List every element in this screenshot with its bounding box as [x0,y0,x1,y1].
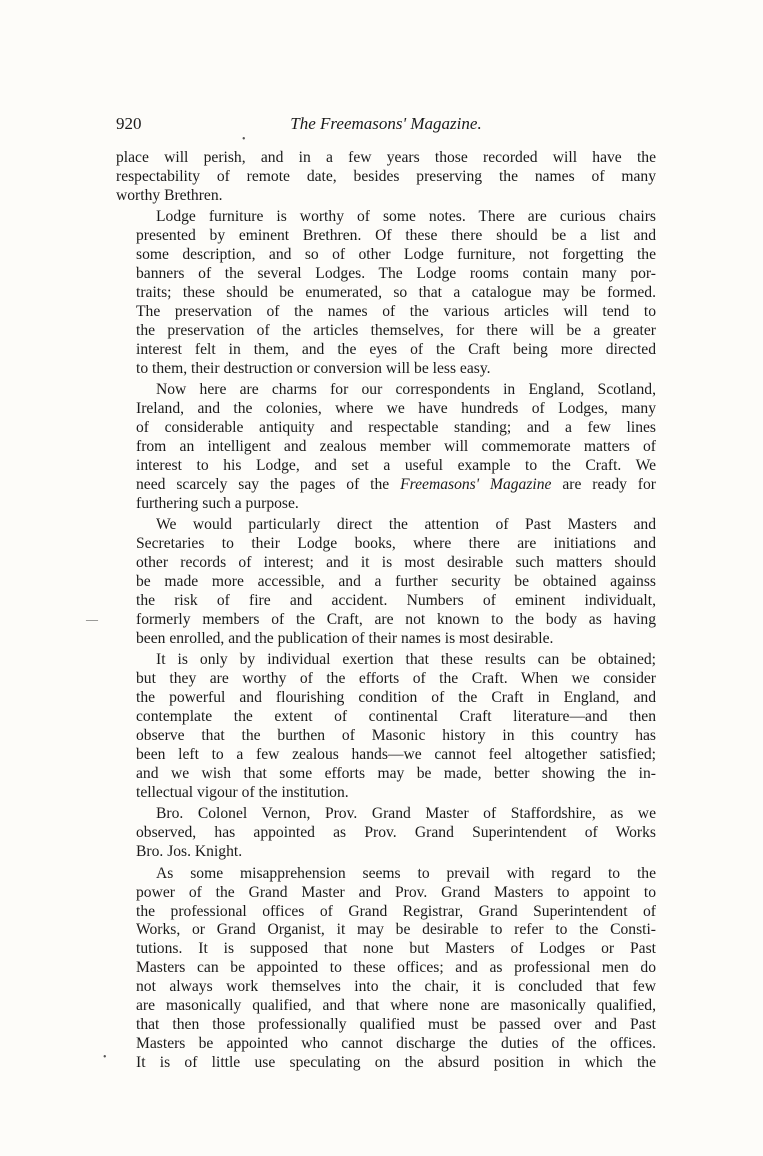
text-line: It is of little use speculating on the absurd position in which the [136,1054,656,1072]
paragraph [116,149,656,206]
print-speck: • [103,1052,107,1063]
text-line: Ireland, and the colonies, where we have hundreds of Lodges, many [136,400,656,418]
text-line: the risk of fire and accident. Numbers of eminent individualt, [136,592,656,610]
text-line: other records of interest; and it is most desirable such matters should [136,554,656,572]
text-line: Now here are charms for our correspondents in England, Scotland, [156,381,656,399]
text-line: some description, and so of other Lodge furniture, not forgetting the [136,246,656,264]
text-line: place will perish, and in a few years those recorded will have the [116,149,656,166]
text-line: power of the Grand Master and Prov. Grand Masters to appoint to [136,883,656,901]
paragraph [116,381,656,514]
text-line: the preservation of the articles themselves, for there will be a greater [136,321,656,339]
text-line: Bro. Colonel Vernon, Prov. Grand Master of Staffordshire, as we [156,805,656,823]
text-line: traits; these should be enumerated, so that a catalogue may be formed. [136,284,656,302]
running-title: The Freemasons' Magazine. [290,114,482,133]
text-line: of considerable antiquity and respectable standing; and a few lines [136,419,656,437]
text-line: furthering such a purpose. [136,494,299,512]
paragraph [116,651,656,803]
text-line: that then those professionally qualified must be passed over and Past [136,1016,656,1034]
text-line: We would particularly direct the attention of Past Masters and [156,516,656,534]
text-line: Masters can be appointed to these offices; and as professional men do [136,959,656,977]
text-line: the powerful and flourishing condition of the Craft in England, and [136,689,656,707]
text-line: observe that the burthen of Masonic history in this country has [136,727,656,745]
text-line: interest to his Lodge, and set a useful example to the Craft. We [136,457,656,475]
page-header [116,114,656,140]
text-line: interest felt in them, and the eyes of the Craft being more directed [136,340,656,358]
text-line: Bro. Jos. Knight. [136,843,243,861]
text-line: respectability of remote date, besides preserving the names of many [116,167,656,185]
article-body [116,149,656,1073]
paragraph [116,516,656,649]
text-line: need scarcely say the pages of the Freemasons' Magazine are ready for [136,475,656,493]
text-line: observed, has appointed as Prov. Grand Superintendent of Works [136,824,656,842]
text-line: tutions. It is supposed that none but Masters of Lodges or Past [136,940,656,958]
text-line: been left to a few zealous hands—we cannot feel altogether satisfied; [136,746,656,764]
text-line: tellectual vigour of the institution. [136,784,349,802]
text-line: The preservation of the names of the various articles will tend to [136,303,656,321]
print-speck: • [242,134,246,145]
text-line: be made more accessible, and a further security be obtained againss [136,573,656,591]
text-line: but they are worthy of the efforts of the Craft. When we consider [136,670,656,688]
page-number: 920 [116,114,142,133]
text-line: Masters be appointed who cannot discharge the duties of the offices. [136,1035,656,1053]
text-line: worthy Brethren. [116,186,223,204]
text-line: the professional offices of Grand Registrar, Grand Superintendent of [136,902,656,920]
text-line: from an intelligent and zealous member will commemorate matters of [136,438,656,456]
text-line: not always work themselves into the chair, it is concluded that few [136,978,656,996]
text-line: to them, their destruction or conversion will be less easy. [136,359,491,377]
paragraph [116,805,656,862]
text-line: and we wish that some efforts may be made, better showing the in- [136,765,656,783]
text-line: Works, or Grand Organist, it may be desirable to refer to the Consti- [136,921,656,939]
text-line: contemplate the extent of continental Craft literature—and then [136,708,656,726]
paragraph [116,208,656,379]
text-line: been enrolled, and the publication of their names is most desirable. [136,630,554,647]
paragraph [116,865,656,1073]
margin-mark: — [86,612,98,626]
text-line: banners of the several Lodges. The Lodge rooms contain many por- [136,265,656,283]
text-line: presented by eminent Brethren. Of these there should be a list and [136,227,656,245]
text-line: It is only by individual exertion that these results can be obtained; [156,651,656,669]
text-line: Secretaries to their Lodge books, where there are initiations and [136,535,656,553]
text-line: As some misapprehension seems to prevail with regard to the [156,864,656,882]
text-line: are masonically qualified, and that where none are masonically qualified, [136,997,656,1015]
text-line: Lodge furniture is worthy of some notes. There are curious chairs [156,208,656,226]
text-line: formerly members of the Craft, are not known to the body as having [136,611,656,629]
